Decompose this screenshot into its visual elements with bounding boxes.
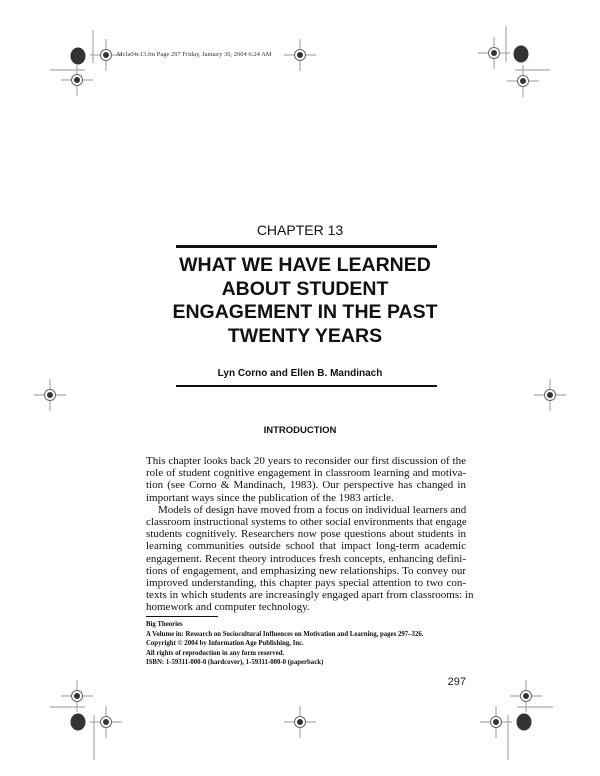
registration-dot-icon bbox=[71, 48, 86, 65]
text-line: improved understanding, this chapter pays special attention to two con- bbox=[146, 576, 466, 589]
target-center bbox=[74, 77, 80, 83]
authors: Lyn Corno and Ellen B. Mandinach bbox=[217, 368, 383, 379]
registration-dot-icon bbox=[517, 714, 532, 731]
chapter-label: CHAPTER 13 bbox=[256, 222, 344, 238]
page-number: 297 bbox=[447, 676, 466, 688]
chapter-title bbox=[150, 254, 460, 348]
target-center bbox=[491, 50, 497, 56]
text-line: tions of engagement, and emphasizing new relationships. To convey our bbox=[146, 564, 466, 577]
author-rule bbox=[176, 385, 437, 387]
target-center bbox=[547, 392, 553, 398]
title-line: ENGAGEMENT IN THE PAST bbox=[172, 301, 438, 324]
text-line: texts in which students are increasingly engaged apart from classrooms: in bbox=[146, 589, 474, 602]
text-line: engagement. Recent theory introduces fresh concepts, enhancing defini- bbox=[146, 552, 466, 565]
title-rule bbox=[176, 245, 437, 248]
print-slug: Mcla04c13.fm Page 297 Friday, January 30, 2004 6:24 AM bbox=[117, 51, 272, 58]
target-center bbox=[520, 78, 526, 84]
body-text bbox=[146, 455, 474, 614]
section-heading: INTRODUCTION bbox=[263, 425, 337, 436]
text-line: This chapter looks back 20 years to reconsider our first discussion of the bbox=[146, 455, 466, 467]
target-center bbox=[493, 719, 499, 725]
footnote-line: Copyright © 2004 by Information Age Publishing, Inc. bbox=[146, 640, 304, 647]
text-line: important ways since the publication of the 1983 article. bbox=[146, 491, 394, 504]
footnote-line: A Volume in: Research on Sociocultural Influences on Motivation and Learning, pages 297–326. bbox=[146, 630, 424, 638]
text-line: Models of design have moved from a focus on individual learners and bbox=[158, 503, 467, 516]
footnote-line: All rights of reproduction in any form reserved. bbox=[146, 649, 285, 657]
text-line: students cognitively. Researchers now pose questions about students in bbox=[146, 528, 466, 541]
text-line: classroom instructional systems to other social environments that engage bbox=[146, 515, 467, 528]
target-center bbox=[103, 52, 109, 58]
text-line: learning communities outside school that impact long-term academic bbox=[146, 540, 466, 553]
registration-dot-icon bbox=[71, 714, 86, 731]
target-center bbox=[523, 693, 529, 699]
title-line: WHAT WE HAVE LEARNED bbox=[179, 254, 431, 276]
title-line: ABOUT STUDENT bbox=[221, 277, 389, 300]
footnote-line: Big Theories bbox=[146, 621, 183, 628]
target-center bbox=[297, 719, 303, 725]
text-line: tion (see Corno & Mandinach, 1983). Our perspective has changed in bbox=[146, 479, 466, 492]
target-center bbox=[47, 392, 53, 398]
footnote-line: ISBN: 1-59311-000-0 (hardcover), 1-59311-000-0 (paperback) bbox=[146, 659, 324, 666]
footnote-rule bbox=[146, 616, 218, 617]
target-center bbox=[297, 52, 303, 58]
copyright-footnote bbox=[146, 620, 423, 668]
text-line: role of student cognitive engagement in classroom learning and motiva- bbox=[146, 467, 466, 480]
title-line: TWENTY YEARS bbox=[227, 324, 383, 347]
target-center bbox=[103, 719, 109, 725]
text-line: homework and computer technology. bbox=[146, 601, 310, 614]
registration-dot-icon bbox=[514, 46, 529, 63]
target-center bbox=[74, 693, 80, 699]
